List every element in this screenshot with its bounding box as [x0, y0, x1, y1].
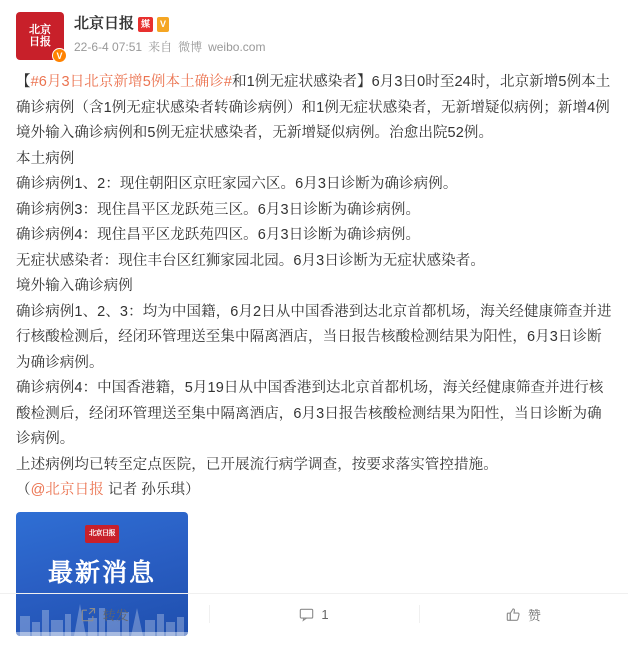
level-badge-icon[interactable]: V: [157, 17, 169, 32]
paragraph-text: 和1例无症状感染者】6月3日0时至24时，北京新增5例本土确诊病例（含1例无症状感染者转确诊病例）和1例无症状感染者，无新增疑似病例；新增4例境外输入确诊病例和5例无症状感染者，无新增疑似病例。治愈出院52例。: [16, 74, 611, 141]
avatar[interactable]: [16, 12, 64, 60]
paragraph-text: 记者 孙乐琪）: [103, 482, 200, 498]
post-paragraph: [16, 478, 612, 504]
post-source-prefix: 来自: [148, 40, 173, 54]
publisher-logo-icon: 北京日报: [85, 525, 119, 543]
name-row: [74, 13, 265, 35]
paragraph-text: 确诊病例4：现住昌平区龙跃苑四区。6月3日诊断为确诊病例。: [16, 227, 421, 243]
like-icon: [506, 607, 521, 622]
mention-link[interactable]: @北京日报: [30, 482, 104, 498]
post-paragraph: [16, 70, 612, 147]
repost-label: 转发: [102, 608, 129, 623]
post-paragraph: [16, 172, 612, 198]
paragraph-text: 确诊病例4：中国香港籍，5月19日从中国香港到达北京首都机场，海关经健康筛查并进行核酸检测后，经闭环管理送至集中隔离酒店，6月3日报告核酸检测结果为阳性，当日诊断为确诊病例。: [16, 380, 604, 447]
paragraph-text: 确诊病例1、2、3：均为中国籍，6月2日从中国香港到达北京首都机场，海关经健康筛查并进行核酸检测后，经闭环管理送至集中隔离酒店，当日报告核酸检测结果为阳性，6月3日诊断为确诊病例。: [16, 303, 612, 371]
post-source[interactable]: [178, 39, 202, 55]
post-paragraph: [16, 147, 612, 173]
paragraph-text: 确诊病例1、2：现住朝阳区京旺家园六区。6月3日诊断为确诊病例。: [16, 176, 458, 192]
paragraph-text: 【: [16, 74, 31, 90]
verified-badge-icon: V: [52, 48, 67, 63]
paragraph-text: 境外输入确诊病例: [16, 278, 133, 294]
post-header-text: [74, 12, 265, 55]
paragraph-text: 上述病例均已转至定点医院，已开展流行病学调查，按要求落实管控措施。: [16, 456, 498, 473]
media-badge-icon[interactable]: 媒: [138, 17, 153, 32]
post-source-link[interactable]: weibo.com: [208, 40, 266, 54]
post-paragraph: [16, 249, 612, 275]
media-title: 最新消息: [47, 558, 156, 587]
account-nickname[interactable]: 北京日报: [74, 15, 135, 32]
paragraph-text: 确诊病例3：现住昌平区龙跃苑三区。6月3日诊断为确诊病例。: [16, 201, 421, 218]
like-label: 赞: [527, 608, 541, 623]
post-paragraph: [16, 376, 612, 453]
post-source-name[interactable]: 微博: [178, 40, 203, 54]
topic-link[interactable]: #6月3日北京新增5例本土确诊#: [30, 74, 233, 90]
repost-icon: [81, 607, 96, 622]
paragraph-text: 本土病例: [16, 150, 75, 167]
post-paragraph: [16, 274, 612, 300]
avatar-label: 北京日报: [29, 24, 51, 48]
post-time: 22-6-4 07:51: [74, 40, 143, 54]
post-header: [16, 12, 612, 64]
post-paragraph: [16, 300, 612, 377]
paragraph-text: 无症状感染者：现住丰台区红狮家园北园。6月3日诊断为无症状感染者。: [16, 252, 485, 269]
repost-button[interactable]: [0, 594, 209, 636]
like-button[interactable]: [419, 594, 628, 636]
post-paragraph: [16, 223, 612, 249]
comment-count: 1: [321, 607, 329, 622]
post-content: [16, 70, 612, 504]
post-paragraph: [16, 198, 612, 224]
comment-icon: [299, 607, 314, 622]
post-paragraph: [16, 453, 612, 479]
post-action-bar: [0, 593, 628, 636]
post-meta: [74, 39, 265, 55]
paragraph-text: （: [16, 482, 31, 498]
comment-button[interactable]: [209, 594, 418, 636]
